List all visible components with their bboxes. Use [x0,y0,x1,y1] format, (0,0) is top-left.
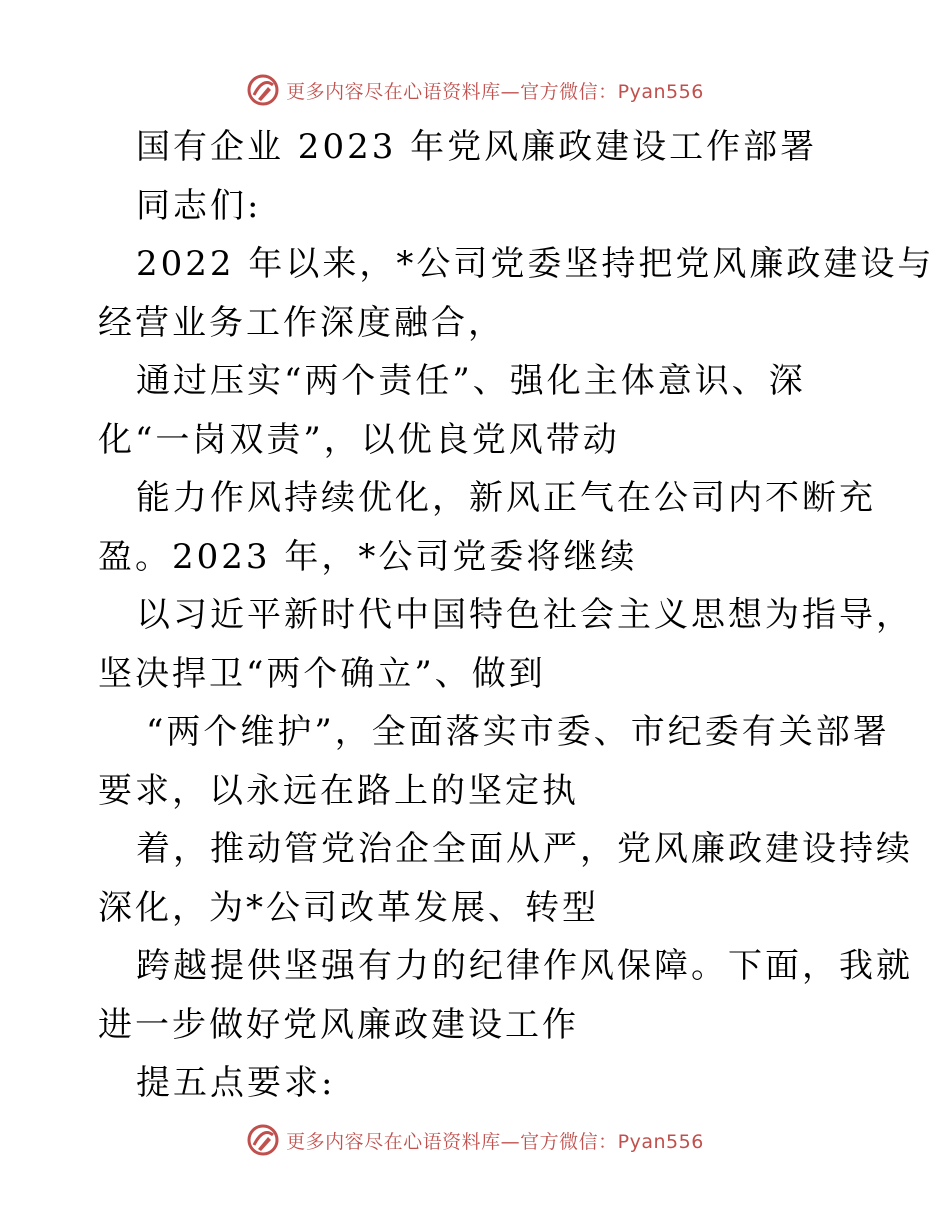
paragraph-line: 深化，为*公司改革发展、转型 [98,887,599,928]
footer-banner [0,1120,950,1160]
paragraph-line: 能力作风持续优化，新风正气在公司内不断充 [136,478,876,518]
footer-banner-text: 更多内容尽在心语资料库—官方微信：Pyan556 [286,1130,704,1153]
paragraph-line: 要求，以永远在路上的坚定执 [98,770,579,811]
document-body [98,118,935,1113]
brand-logo-icon [246,73,280,107]
paragraph-line: 化“一岗双责”，以优良党风带动 [98,419,620,460]
salutation: 同志们: [136,185,262,226]
paragraph-line: 经营业务工作深度融合， [98,302,505,343]
document-title: 国有企业 2023 年党风廉政建设工作部署 [136,127,818,167]
paragraph-line: 着，推动管党治企全面从严，党风廉政建设持续 [136,829,913,869]
header-banner-text: 更多内容尽在心语资料库—官方微信：Pyan556 [286,80,704,103]
paragraph-line: 盈。2023 年，*公司党委将继续 [98,536,638,577]
paragraph-line: “两个维护”，全面落实市委、市纪委有关部署 [146,712,890,752]
paragraph-line: 坚决捍卫“两个确立”、做到 [98,653,546,694]
paragraph-line: 2022 年以来，*公司党委坚持把党风廉政建设与 [136,244,935,284]
paragraph-line: 进一步做好党风廉政建设工作 [98,1004,579,1045]
paragraph-line: 通过压实“两个责任”、强化主体意识、深 [136,361,806,401]
header-banner [0,70,950,110]
paragraph-line: 以习近平新时代中国特色社会主义思想为指导， [136,595,913,635]
paragraph-line: 提五点要求: [136,1063,336,1103]
paragraph-line: 跨越提供坚强有力的纪律作风保障。下面，我就 [136,946,913,986]
brand-logo-icon [246,1123,280,1157]
